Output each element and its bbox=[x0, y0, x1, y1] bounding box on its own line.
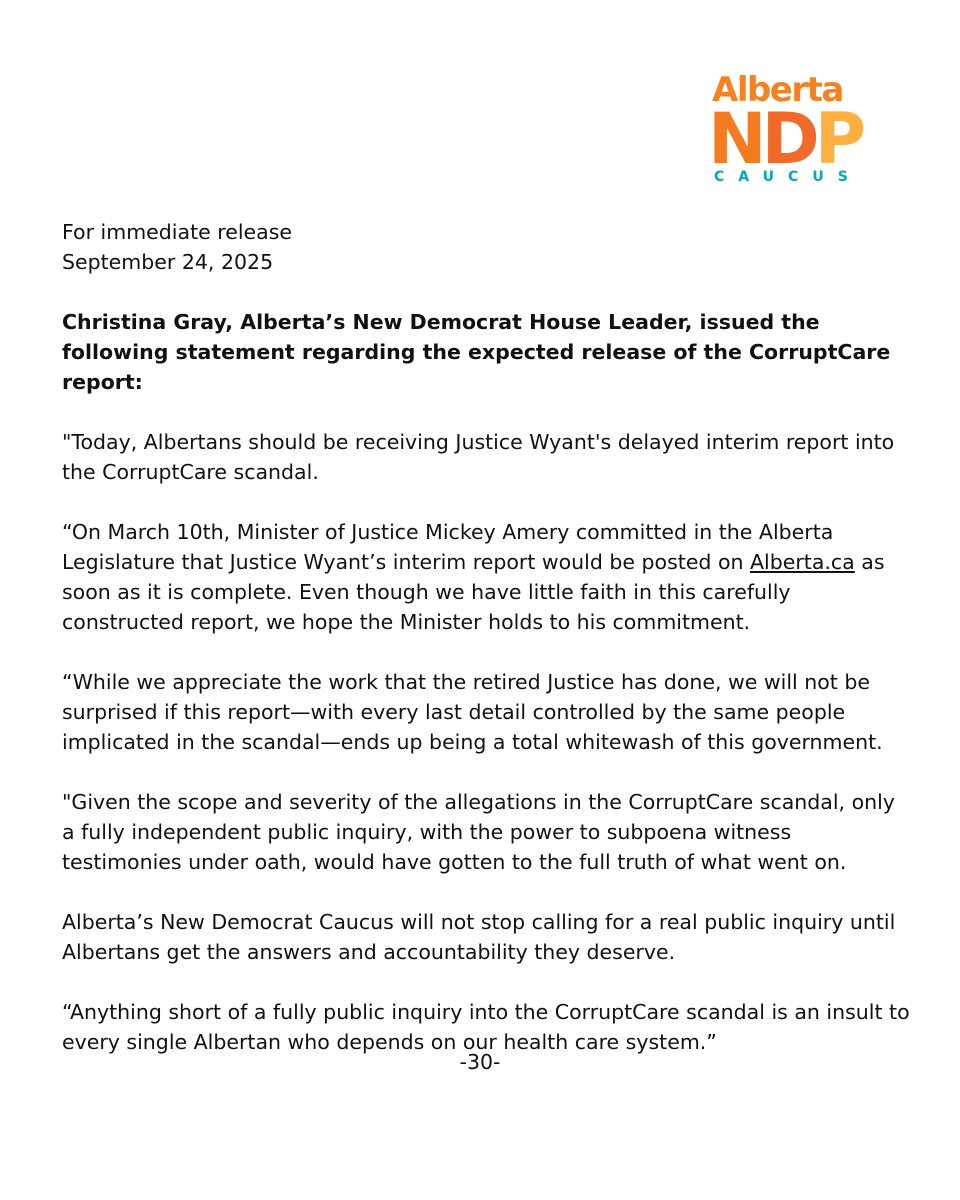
paragraph-5: Alberta’s New Democrat Caucus will not stop calling for a real public inquiry until Albertans get the answers and accountability they deserve. bbox=[62, 910, 896, 964]
paragraph-4: "Given the scope and severity of the allegations in the CorruptCare scandal, only a fully independent public inquiry, with the power to subpoena witness testimonies under oath, would have gotten to the full truth of what went on. bbox=[62, 790, 895, 874]
end-mark: -30- bbox=[459, 1050, 501, 1074]
logo-alberta-text: Alberta bbox=[712, 70, 843, 110]
release-label: For immediate release bbox=[62, 220, 292, 244]
paragraph-2-after-link: as soon as it is complete. Even though we have little faith in this carefully constructed report, we hope the Minister holds to his commitment. bbox=[62, 550, 885, 634]
release-info bbox=[62, 217, 912, 277]
paragraph-6: “Anything short of a fully public inquiry into the CorruptCare scandal is an insult to every single Albertan who depends on our health care system.” bbox=[62, 1000, 910, 1054]
headline: Christina Gray, Alberta’s New Democrat House Leader, issued the following statement regarding the expected release of the CorruptCare report: bbox=[62, 310, 891, 394]
release-date: September 24, 2025 bbox=[62, 250, 274, 274]
press-release-body bbox=[62, 217, 912, 1087]
logo-letter-p: P bbox=[814, 98, 862, 180]
alberta-ca-link[interactable]: Alberta.ca bbox=[750, 550, 855, 574]
logo-caucus-text: CAUCUS bbox=[714, 169, 862, 185]
paragraph-2-before-link: “On March 10th, Minister of Justice Mickey Amery committed in the Alberta Legislature that Justice Wyant’s interim report would be posted on bbox=[62, 520, 834, 574]
logo-letter-n: N bbox=[708, 98, 762, 180]
logo-ndp-text bbox=[708, 100, 861, 178]
logo-letter-d: D bbox=[761, 98, 815, 180]
paragraph-1: "Today, Albertans should be receiving Justice Wyant's delayed interim report into the CorruptCare scandal. bbox=[62, 430, 895, 484]
paragraph-2 bbox=[62, 517, 912, 637]
paragraph-3: “While we appreciate the work that the retired Justice has done, we will not be surprised if this report—with every last detail controlled by the same people implicated in the scandal—ends up being a total whitewash of this government. bbox=[62, 670, 883, 754]
alberta-ndp-caucus-logo bbox=[708, 70, 904, 186]
